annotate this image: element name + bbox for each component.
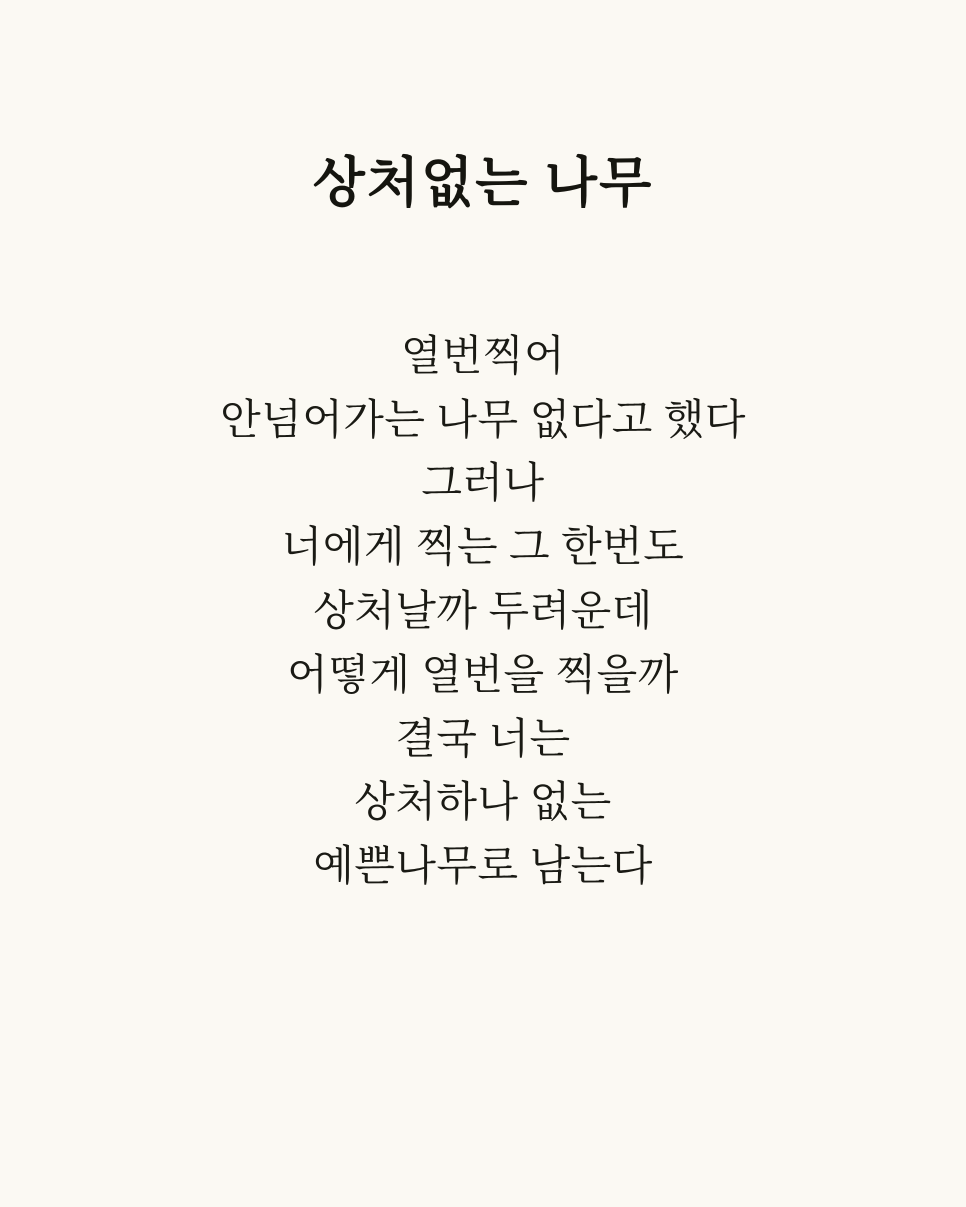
poem-body xyxy=(220,326,746,900)
poem-line: 안넘어가는 나무 없다고 했다 xyxy=(220,397,746,444)
poem-line: 결국 너는 xyxy=(395,716,571,763)
poem-line: 어떻게 열번을 찍을까 xyxy=(287,652,679,699)
poem-line: 상처날까 두려운데 xyxy=(313,588,653,635)
poem-line: 열번찍어 xyxy=(400,333,566,380)
poem-line: 예쁜나무로 남는다 xyxy=(313,844,653,891)
poem-line: 상처하나 없는 xyxy=(354,780,612,827)
poem-line: 너에게 찍는 그 한번도 xyxy=(281,525,685,572)
page-title: 상처없는 나무 xyxy=(312,153,654,213)
poem-line: 그러나 xyxy=(421,461,545,508)
